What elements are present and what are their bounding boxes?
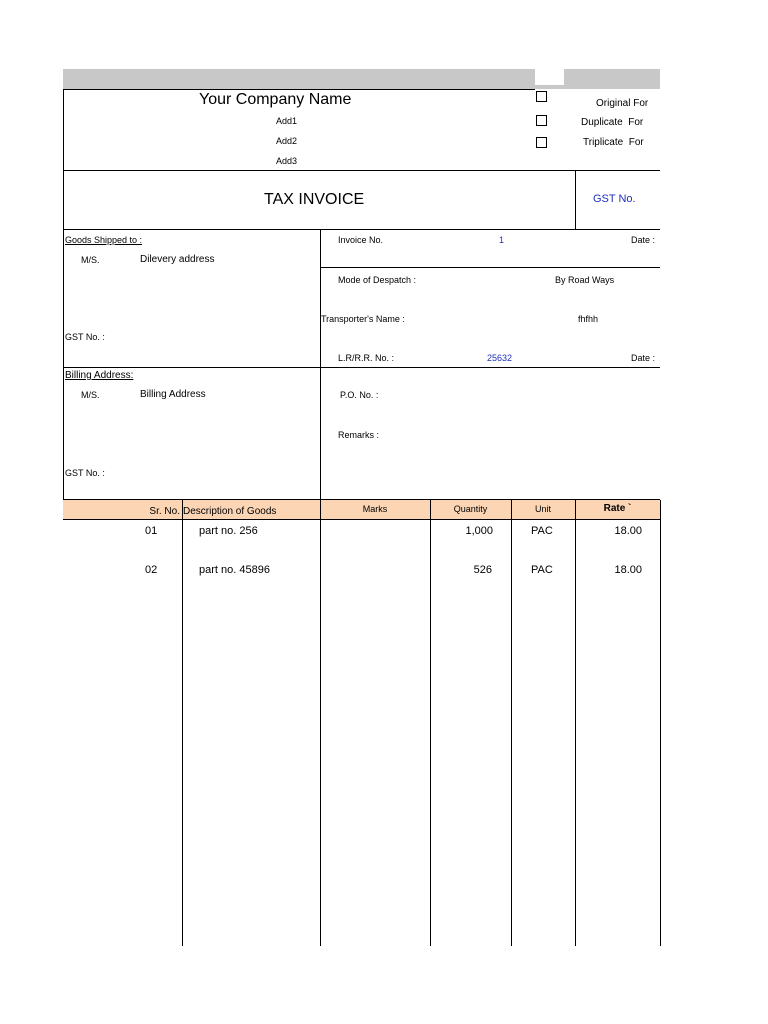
lr-bottom-line [320,367,660,368]
invoice-date-label: Date : [631,235,656,245]
shipped-ms-value: Dilevery address [140,254,215,265]
shipped-gst-label: GST No. : [65,332,105,342]
table-header-bottom-line [63,519,660,520]
company-address-1: Add1 [276,116,298,126]
duplicate-label: Duplicate For [581,117,644,128]
row-1-quantity: 1,000 [465,525,493,537]
row-1-rate: 18.00 [614,525,642,537]
row-2-unit: PAC [531,564,553,576]
shipped-bottom-line [63,367,320,368]
despatch-value: By Road Ways [555,275,615,285]
company-address-2: Add2 [276,136,298,146]
frame-top [63,89,535,90]
despatch-label: Mode of Despatch : [338,275,417,285]
col-header-quantity: Quantity [453,504,488,514]
shipped-heading: Goods Shipped to : [65,235,143,245]
row-2-quantity: 526 [473,564,492,576]
triplicate-label: Triplicate For [583,137,644,148]
table-header-top-line [63,499,660,500]
header-bar [63,69,660,89]
col-header-description: Description of Goods [183,506,277,517]
address-divider [320,229,321,499]
row-1-sr: 01 [145,525,158,537]
col-header-marks: Marks [362,504,388,514]
invoice-title: TAX INVOICE [264,191,365,208]
row-2-rate: 18.00 [614,564,642,576]
lr-label: L.R/R.R. No. : [338,353,395,363]
billing-ms-value: Billing Address [140,389,206,400]
row-2-description: part no. 45896 [199,564,270,576]
row-1-description: part no. 256 [199,525,258,537]
company-address-3: Add3 [276,156,298,166]
remarks-label: Remarks : [338,430,380,440]
col-header-sr: Sr. No. [149,506,180,517]
original-checkbox[interactable] [536,91,547,102]
row-2-sr: 02 [145,564,158,576]
title-bottom-line [63,229,660,230]
invoice-no-label: Invoice No. [338,235,384,245]
col-line-quantity [511,500,512,946]
duplicate-checkbox[interactable] [536,115,547,126]
billing-ms-label: M/S. [81,390,100,400]
original-label: Original For [596,98,649,109]
triplicate-checkbox[interactable] [536,137,547,148]
po-label: P.O. No. : [340,390,379,400]
col-header-unit: Unit [534,504,551,514]
billing-gst-label: GST No. : [65,468,105,478]
shipped-ms-label: M/S. [81,255,100,265]
col-line-rate [660,500,661,946]
gst-header: GST No. [593,193,636,205]
col-line-marks [430,500,431,946]
header-bar-notch [535,69,564,85]
lr-value: 25632 [487,353,513,363]
col-header-rate: Rate ` [603,503,632,514]
transporter-label: Transporter's Name : [321,314,405,324]
frame-left [63,89,64,499]
title-top-line [63,170,660,171]
col-line-description [320,500,321,946]
row-1-unit: PAC [531,525,553,537]
company-name: Your Company Name [199,91,352,108]
billing-heading: Billing Address: [65,370,134,381]
col-line-sr [182,500,183,946]
invoice-no-value: 1 [499,235,505,245]
transporter-value: fhfhh [578,314,599,324]
gst-divider [575,170,576,229]
lr-date-label: Date : [631,353,656,363]
col-line-unit [575,500,576,946]
invoice-no-bottom-line [320,267,660,268]
